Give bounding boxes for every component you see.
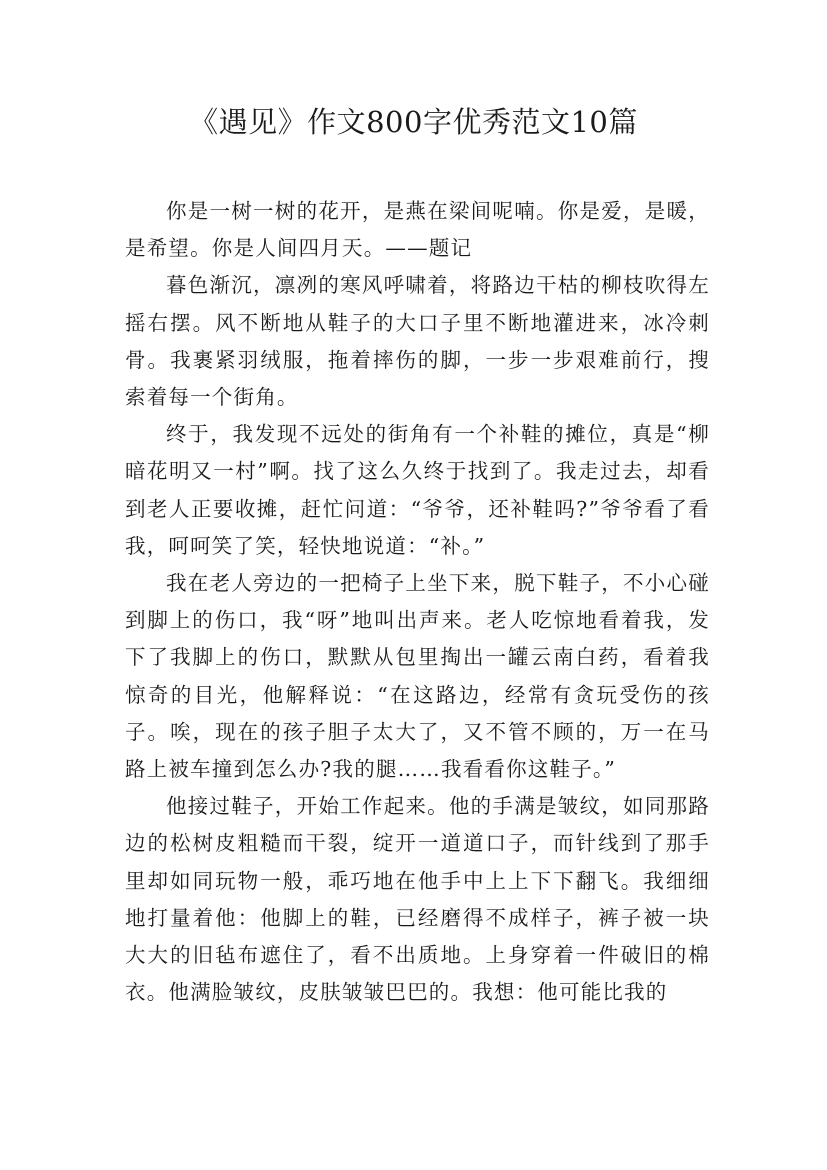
paragraph: 他接过鞋子，开始工作起来。他的手满是皱纹，如同那路边的松树皮粗糙而干裂，绽开一道道口子，而针线到了那手里却如同玩物一般，乖巧地在他手中上上下下翻飞。我细细地打量着他：他脚上的鞋，已经磨得不成样子，裤子被一块大大的旧毡布遮住了，看不出质地。上身穿着一件破旧的棉衣。他满脸皱纹，皮肤皱皱巴巴的。我想：他可能比我的 — [125, 794, 710, 1005]
paragraph: 我在老人旁边的一把椅子上坐下来，脱下鞋子，不小心碰到脚上的伤口，我“呀”地叫出声来。老人吃惊地看着我，发下了我脚上的伤口，默默从包里掏出一罐云南白药，看着我惊奇的目光，他解释说：“在这路边，经常有贪玩受伤的孩子。唉，现在的孩子胆子太大了，又不管不顾的，万一在马路上被车撞到怎么办?我的腿……我看看你这鞋子。” — [125, 571, 710, 782]
paragraph: 暮色渐沉，凛冽的寒风呼啸着，将路边干枯的柳枝吹得左摇右摆。风不断地从鞋子的大口子里不断地灌进来，冰冷刺骨。我裹紧羽绒服，拖着摔伤的脚，一步一步艰难前行，搜索着每一个街角。 — [125, 273, 710, 410]
document-title: 《遇见》作文800字优秀范文10篇 — [189, 105, 638, 139]
paragraph: 终于，我发现不远处的街角有一个补鞋的摊位，真是“柳暗花明又一村”啊。找了这么久终于找到了。我走过去，却看到老人正要收摊，赶忙问道：“爷爷，还补鞋吗?”爷爷看了看我，呵呵笑了笑，轻快地说道：“补。” — [125, 422, 710, 558]
paragraph-epigraph: 你是一树一树的花开，是燕在梁间呢喃。你是爱，是暖，是希望。你是人间四月天。——题记 — [125, 199, 710, 261]
document-body — [125, 193, 710, 1011]
